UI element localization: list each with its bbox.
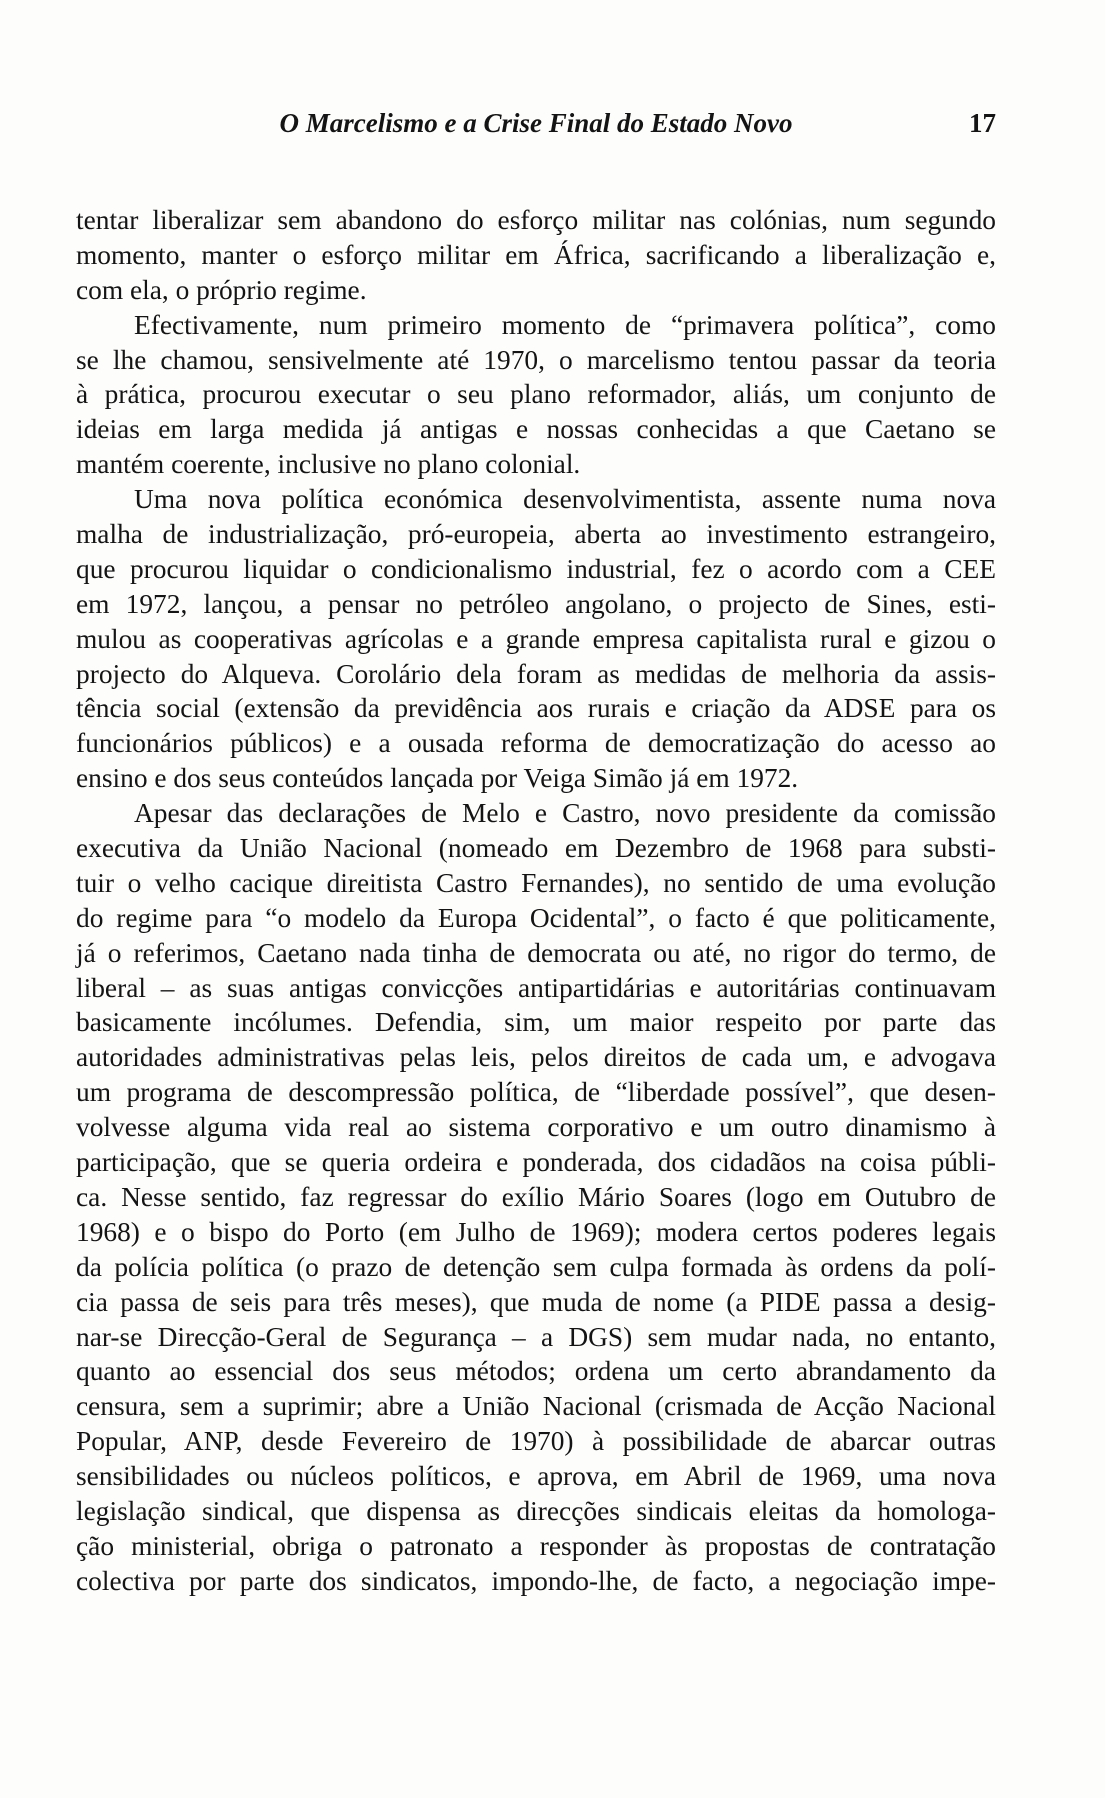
page-number: 17: [969, 108, 996, 138]
text-line: funcionários públicos) e a ousada reforma de democratização do acesso ao: [76, 728, 996, 759]
paragraph: [76, 203, 996, 308]
text-line: ca. Nesse sentido, faz regressar do exílio Mário Soares (logo em Outubro de: [76, 1181, 996, 1212]
text-line: Uma nova política económica desenvolvimentista, assente numa nova: [134, 484, 996, 515]
text-line: projecto do Alqueva. Corolário dela foram as medidas de melhoria da assis-: [76, 658, 996, 689]
text-line: ção ministerial, obriga o patronato a responder às propostas de contratação: [76, 1530, 996, 1561]
running-header: [76, 108, 996, 144]
text-line: participação, que se queria ordeira e ponderada, dos cidadãos na coisa públi-: [76, 1147, 996, 1178]
text-line: já o referimos, Caetano nada tinha de democrata ou até, no rigor do termo, de: [76, 937, 996, 968]
paragraph: [76, 482, 996, 796]
text-line: legislação sindical, que dispensa as direcções sindicais eleitas da homologa-: [76, 1495, 996, 1526]
paragraph: [76, 796, 996, 1598]
text-line: quanto ao essencial dos seus métodos; ordena um certo abrandamento da: [76, 1356, 996, 1387]
text-line: censura, sem a suprimir; abre a União Nacional (crismada de Acção Nacional: [76, 1391, 996, 1422]
text-line: um programa de descompressão política, de “liberdade possível”, que desen-: [76, 1077, 996, 1108]
paragraph: [76, 308, 996, 482]
text-line: basicamente incólumes. Defendia, sim, um maior respeito por parte das: [76, 1007, 996, 1038]
text-line: Efectivamente, num primeiro momento de “primavera política”, como: [134, 309, 996, 340]
text-line: à prática, procurou executar o seu plano reformador, aliás, um conjunto de: [76, 379, 996, 410]
text-line: colectiva por parte dos sindicatos, impondo-lhe, de facto, a negociação impe-: [76, 1565, 996, 1596]
text-line: nar-se Direcção-Geral de Segurança – a DGS) sem mudar nada, no entanto,: [76, 1321, 996, 1352]
text-line: do regime para “o modelo da Europa Ocidental”, o facto é que politicamente,: [76, 902, 996, 933]
text-line: que procurou liquidar o condicionalismo industrial, fez o acordo com a CEE: [76, 553, 996, 584]
text-line: tentar liberalizar sem abandono do esforço militar nas colónias, num segundo: [76, 205, 996, 235]
text-line: liberal – as suas antigas convicções antipartidárias e autoritárias continuavam: [76, 972, 996, 1003]
text-line: momento, manter o esforço militar em África, sacrificando a liberalização e,: [76, 239, 996, 270]
text-line: se lhe chamou, sensivelmente até 1970, o marcelismo tentou passar da teoria: [76, 344, 996, 375]
text-line: tência social (extensão da previdência aos rurais e criação da ADSE para os: [76, 693, 996, 724]
text-line: ideias em larga medida já antigas e nossas conhecidas a que Caetano se: [76, 414, 996, 445]
text-line: Popular, ANP, desde Fevereiro de 1970) à possibilidade de abarcar outras: [76, 1426, 996, 1457]
text-line: malha de industrialização, pró-europeia, aberta ao investimento estrangeiro,: [76, 519, 996, 550]
body-text: [76, 203, 996, 1599]
running-title: O Marcelismo e a Crise Final do Estado Novo: [279, 108, 793, 138]
text-line: autoridades administrativas pelas leis, pelos direitos de cada um, e advogava: [76, 1042, 996, 1073]
text-line: volvesse alguma vida real ao sistema corporativo e um outro dinamismo à: [76, 1112, 996, 1143]
text-line: com ela, o próprio regime.: [76, 274, 367, 305]
text-line: mulou as cooperativas agrícolas e a grande empresa capitalista rural e gizou o: [76, 623, 996, 654]
text-line: Apesar das declarações de Melo e Castro, novo presidente da comissão: [134, 798, 996, 829]
text-line: mantém coerente, inclusive no plano colonial.: [76, 449, 581, 480]
text-line: 1968) e o bispo do Porto (em Julho de 1969); modera certos poderes legais: [76, 1216, 996, 1247]
text-line: executiva da União Nacional (nomeado em Dezembro de 1968 para substi-: [76, 833, 996, 864]
text-line: sensibilidades ou núcleos políticos, e aprova, em Abril de 1969, uma nova: [76, 1461, 996, 1492]
text-line: da polícia política (o prazo de detenção sem culpa formada às ordens da polí-: [76, 1251, 996, 1282]
text-line: ensino e dos seus conteúdos lançada por Veiga Simão já em 1972.: [76, 763, 799, 794]
text-line: em 1972, lançou, a pensar no petróleo angolano, o projecto de Sines, esti-: [76, 588, 996, 619]
text-line: tuir o velho cacique direitista Castro Fernandes), no sentido de uma evolução: [76, 867, 996, 898]
text-line: cia passa de seis para três meses), que muda de nome (a PIDE passa a desig-: [76, 1286, 996, 1317]
